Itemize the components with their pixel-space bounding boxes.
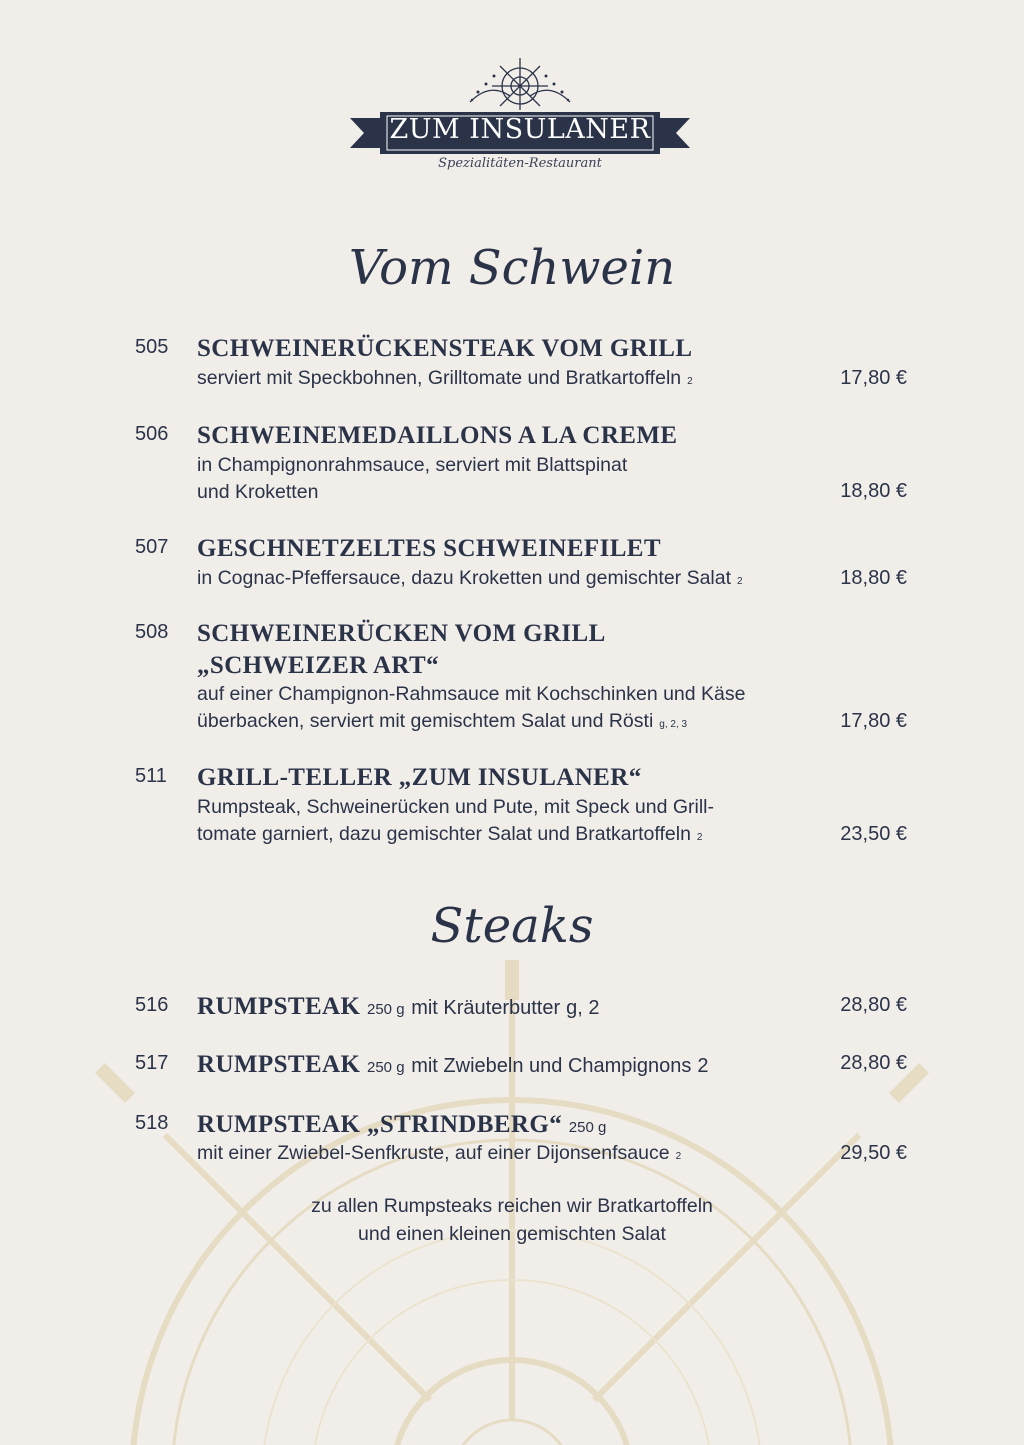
item-number: 508	[135, 621, 169, 643]
item-description: auf einer Champignon-Rahmsauce mit Kochschinken und Käse	[197, 683, 746, 705]
item-number: 516	[135, 994, 169, 1016]
item-name: RUMPSTEAK 250 g mit Kräuterbutter g, 2	[197, 993, 600, 1020]
item-price: 29,50 €	[840, 1142, 907, 1164]
section-title-pork: Vom Schwein	[348, 240, 676, 296]
item-price: 18,80 €	[840, 480, 907, 502]
logo	[340, 52, 700, 182]
item-weight: 250 g	[568, 1119, 607, 1136]
logo-subtitle: Spezialitäten-Restaurant	[438, 156, 602, 171]
item-price: 17,80 €	[840, 710, 907, 732]
item-weight: 250 g	[367, 1059, 405, 1076]
item-name: GESCHNETZELTES SCHWEINEFILET	[197, 535, 661, 562]
item-number: 517	[135, 1052, 169, 1074]
item-description: serviert mit Speckbohnen, Grilltomate und Bratkartoffeln 2	[197, 367, 693, 389]
item-number: 506	[135, 423, 169, 445]
item-price: 18,80 €	[840, 567, 907, 589]
item-number: 511	[135, 765, 167, 787]
item-name: SCHWEINEMEDAILLONS A LA CREME	[197, 422, 678, 449]
section-title-steaks: Steaks	[430, 898, 594, 954]
item-description: in Cognac-Pfeffersauce, dazu Kroketten und gemischter Salat 2	[197, 567, 743, 589]
item-name: SCHWEINERÜCKENSTEAK VOM GRILL	[197, 335, 693, 362]
side-dish-note: zu allen Rumpsteaks reichen wir Bratkartoffeln und einen kleinen gemischten Salat	[311, 1195, 713, 1245]
item-description-line2: und Kroketten	[197, 481, 319, 503]
item-name: RUMPSTEAK 250 g mit Zwiebeln und Champignons 2	[197, 1051, 709, 1078]
item-garnish: mit Zwiebeln und Champignons	[411, 1055, 692, 1077]
item-name: SCHWEINERÜCKEN VOM GRILL	[197, 620, 606, 647]
item-name-line2: „SCHWEIZER ART“	[197, 652, 439, 679]
item-weight: 250 g	[367, 1001, 405, 1018]
logo-title: ZUM INSULANER	[389, 114, 651, 145]
item-price: 28,80 €	[840, 1052, 907, 1074]
item-number: 507	[135, 536, 169, 558]
item-name: GRILL-TELLER „ZUM INSULANER“	[197, 764, 642, 791]
item-description: Rumpsteak, Schweinerücken und Pute, mit Speck und Grill-	[197, 796, 714, 818]
allergen-note: 2	[675, 1151, 682, 1162]
item-name: RUMPSTEAK „STRINDBERG“ 250 g	[197, 1111, 607, 1138]
item-price: 23,50 €	[840, 823, 907, 845]
item-number: 518	[135, 1112, 169, 1134]
item-description-line2: überbacken, serviert mit gemischtem Salat und Rösti g, 2, 3	[197, 710, 688, 732]
item-number: 505	[135, 336, 169, 358]
allergen-note: 2	[696, 832, 703, 843]
allergen-note: 2	[737, 576, 743, 587]
item-price: 17,80 €	[840, 367, 907, 389]
item-description: in Champignonrahmsauce, serviert mit Blattspinat	[197, 454, 628, 476]
allergen-note: g, 2, 3	[659, 719, 688, 730]
allergen-note: 2	[697, 1055, 709, 1077]
allergen-note: 2	[687, 376, 693, 387]
item-garnish: mit Kräuterbutter	[411, 997, 561, 1019]
allergen-note: g, 2	[566, 997, 600, 1019]
item-description: mit einer Zwiebel-Senfkruste, auf einer Dijonsenfsauce 2	[197, 1142, 682, 1164]
item-price: 28,80 €	[840, 994, 907, 1016]
item-description-line2: tomate garniert, dazu gemischter Salat und Bratkartoffeln 2	[197, 823, 703, 845]
